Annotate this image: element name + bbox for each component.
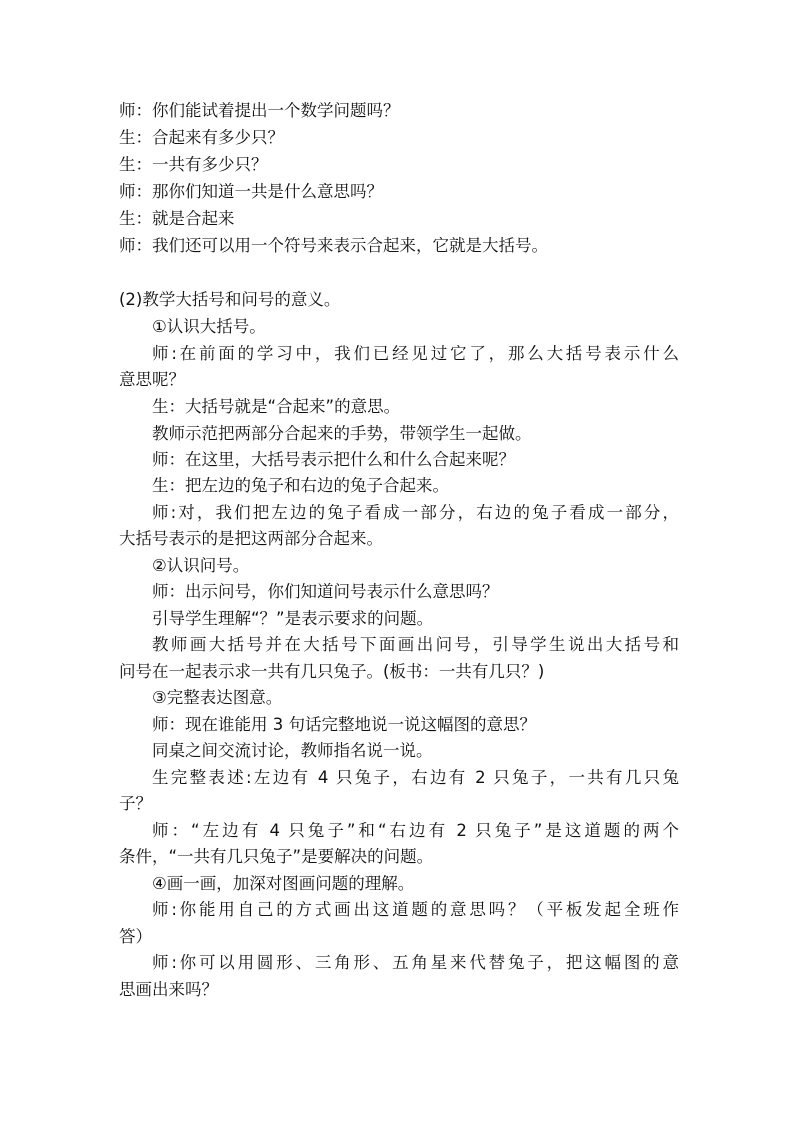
paragraph-line-continuation: 思画出来吗？	[119, 980, 218, 999]
paragraph-line-continuation: 大括号表示的是把这两部分合起来。	[119, 529, 383, 548]
paragraph-line: 教师画大括号并在大括号下面画出问号，引导学生说出大括号和	[152, 635, 679, 654]
paragraph-line: 生完整表述:左边有 4 只兔子，右边有 2 只兔子，一共有几只兔	[152, 768, 679, 787]
subsection-question-mark-heading: ②认识问号。	[152, 556, 250, 575]
paragraph-line: 师：“左边有 4 只兔子”和“右边有 2 只兔子”是这道题的两个	[152, 821, 679, 840]
paragraph-line: 师：出示问号，你们知道问号表示什么意思吗？	[152, 582, 499, 601]
paragraph-line-continuation: 子？	[119, 794, 152, 813]
dialogue-line-student-answer-2: 生：一共有多少只？	[119, 155, 268, 174]
paragraph-line: 师:你可以用圆形、三角形、五角星来代替兔子，把这幅图的意	[152, 953, 679, 972]
section-heading: (2)教学大括号和问号的意义。	[119, 290, 341, 309]
dialogue-line-teacher-brace: 师：我们还可以用一个符号来表示合起来，它就是大括号。	[119, 236, 548, 255]
dialogue-line-student-combined: 生：就是合起来	[119, 209, 235, 228]
paragraph-line: 师:在前面的学习中，我们已经见过它了，那么大括号表示什么	[152, 344, 679, 363]
paragraph-line: 同桌之间交流讨论，教师指名说一说。	[152, 741, 433, 760]
subsection-draw-heading: ④画一画，加深对图画问题的理解。	[152, 874, 415, 893]
subsection-complete-expression-heading: ③完整表达图意。	[152, 688, 283, 707]
paragraph-line: 师:你能用自己的方式画出这道题的意思吗？（平板发起全班作	[152, 900, 679, 919]
paragraph-line-continuation: 条件，“一共有几只兔子”是要解决的问题。	[119, 847, 434, 866]
paragraph-line: 教师示范把两部分合起来的手势，带领学生一起做。	[152, 424, 532, 443]
paragraph-line-continuation: 问号在一起表示求一共有几只兔子。(板书：一共有几只？)	[119, 662, 545, 681]
dialogue-line-teacher-meaning: 师：那你们知道一共是什么意思吗？	[119, 182, 383, 201]
paragraph-line-continuation: 答）	[119, 927, 152, 946]
paragraph-line-continuation: 意思呢？	[119, 370, 185, 389]
paragraph-line: 师:对，我们把左边的兔子看成一部分，右边的兔子看成一部分，	[152, 503, 679, 522]
paragraph-line: 引导学生理解“？”是表示要求的问题。	[152, 609, 434, 628]
subsection-brace-heading: ①认识大括号。	[152, 317, 266, 336]
paragraph-line: 师：在这里，大括号表示把什么和什么合起来呢？	[152, 450, 515, 469]
paragraph-line: 师：现在谁能用 3 句话完整地说一说这幅图的意思？	[152, 715, 536, 734]
paragraph-line: 生：大括号就是“合起来”的意思。	[152, 397, 401, 416]
dialogue-line-teacher-question: 师：你们能试着提出一个数学问题吗？	[119, 101, 400, 120]
paragraph-line: 生：把左边的兔子和右边的兔子合起来。	[152, 476, 449, 495]
dialogue-line-student-answer-1: 生：合起来有多少只？	[119, 128, 284, 147]
